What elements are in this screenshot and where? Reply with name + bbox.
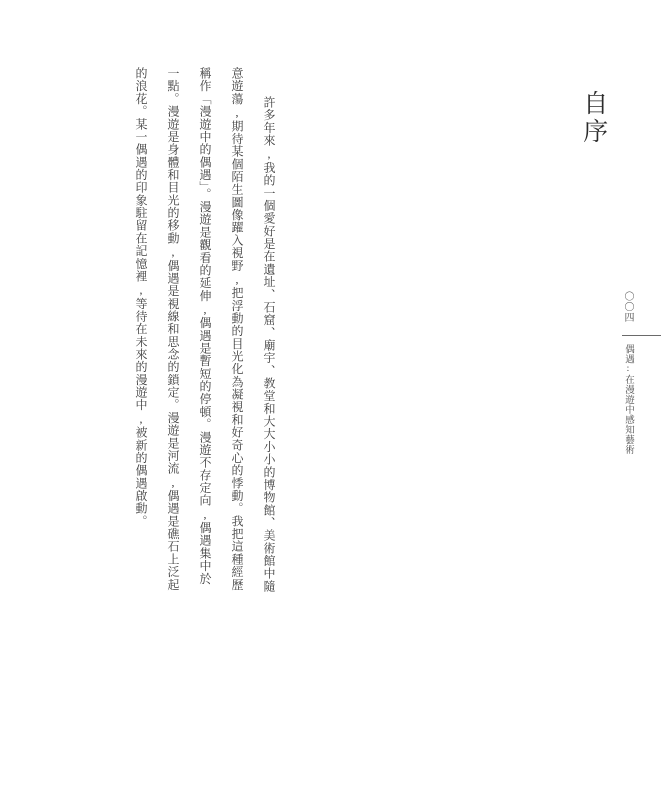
text-column-4: 一點。漫遊是身體和目光的移動,偶遇是視線和思念的鎖定。漫遊是河流,偶遇是礁石上泛起 [166,67,180,591]
margin-divider-line [622,335,661,336]
text-column-5: 的浪花。某一偶遇的印象駐留在記憶裡,等待在未來的漫遊中,被新的偶遇啟動。 [134,67,148,528]
preface-paragraph [125,67,285,597]
chapter-title: 自序 [579,90,607,146]
text-column-3: 稱作「漫遊中的偶遇」。漫遊是觀看的延伸,偶遇是暫短的停頓。漫遊不存定向,偶遇集中於 [198,67,212,585]
text-column-2: 意遊蕩,期待某個陌生圖像躍入視野,把浮動的目光化為凝視和好奇心的悸動。我把這種經歷 [230,67,244,591]
running-book-title: 偶遇:在漫遊中感知藝術 [623,344,633,455]
text-column-1: 許多年來,我的一個愛好是在遺址、石窟、廟宇、教堂和大大小小的博物館、美術館中隨 [262,96,276,593]
page-number: 〇〇四 [622,291,633,323]
